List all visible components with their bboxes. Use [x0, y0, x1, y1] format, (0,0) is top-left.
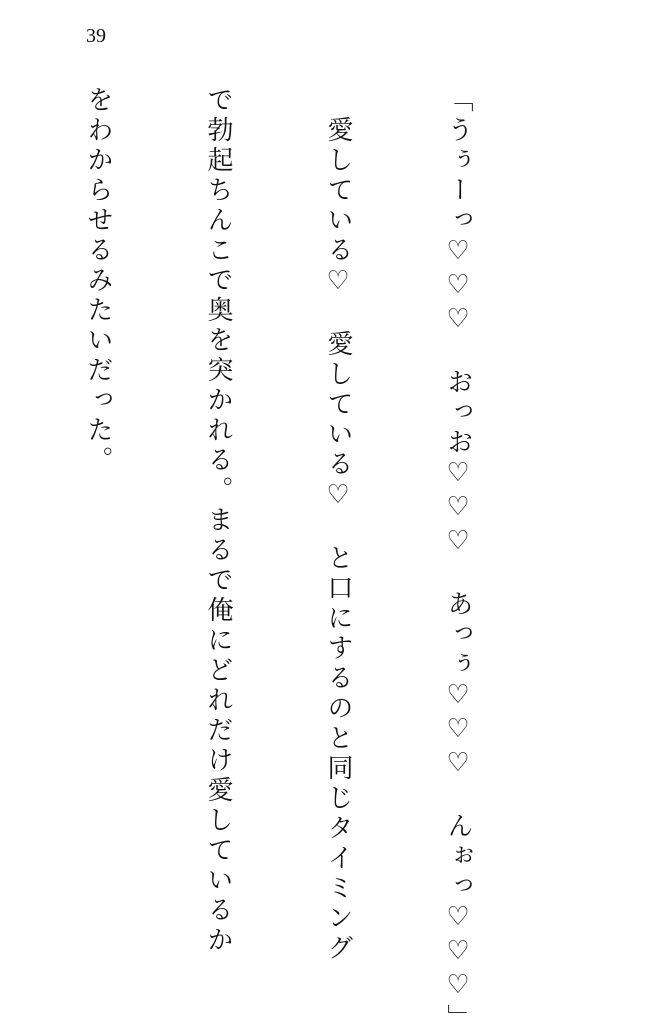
text-line: 「うぅーっ♡♡♡ おっお♡♡♡ あっぅ♡♡♡ んぉっ♡♡♡」: [443, 86, 473, 1034]
text-line: 愛している♡ 愛している♡ と口にするのと同じタイミング: [323, 86, 353, 964]
novel-text-body: [0, 86, 558, 1034]
text-line: で勃起ちんこで奥を突かれる。まるで俺にどれだけ愛しているか: [203, 86, 233, 956]
page-number: 39: [86, 25, 106, 47]
text-line: をわからせるみたいだった。: [83, 86, 113, 476]
